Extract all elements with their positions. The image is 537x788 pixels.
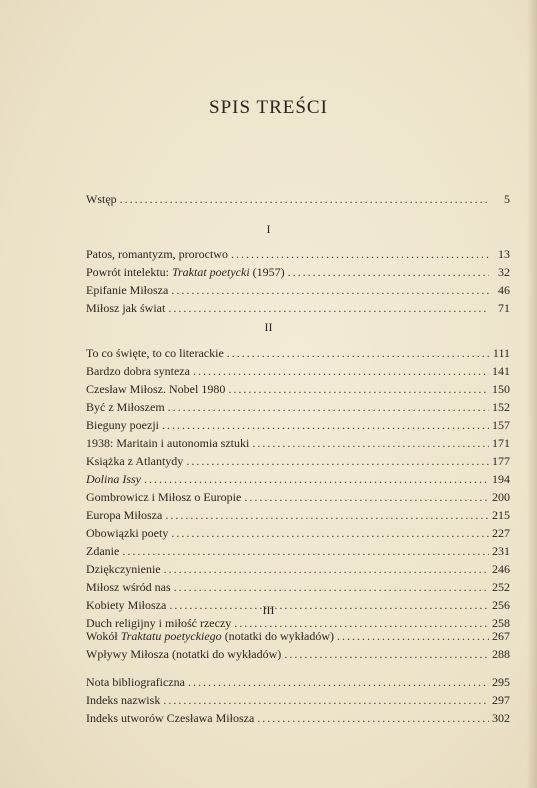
toc-intro bbox=[86, 190, 510, 208]
entry-title: Czesław Miłosz. Nobel 1980 bbox=[86, 382, 226, 396]
dot-leader bbox=[168, 299, 489, 317]
dot-leader bbox=[122, 542, 489, 560]
entry-page: 252 bbox=[492, 580, 510, 594]
toc-entry bbox=[86, 434, 510, 452]
entry-page: 295 bbox=[492, 675, 510, 689]
entry-title: Europa Miłosza bbox=[86, 508, 163, 522]
entry-page: 71 bbox=[498, 301, 510, 315]
entry-page: 5 bbox=[504, 192, 510, 206]
toc-entry bbox=[86, 578, 510, 596]
dot-leader bbox=[168, 398, 489, 416]
toc-entry bbox=[86, 627, 510, 645]
toc-entry bbox=[86, 416, 510, 434]
entry-page: 297 bbox=[492, 693, 510, 707]
entry-page: 141 bbox=[492, 364, 510, 378]
entry-page: 194 bbox=[492, 472, 510, 486]
toc-part-2 bbox=[86, 344, 510, 632]
entry-page: 256 bbox=[492, 598, 510, 612]
entry-page: 13 bbox=[498, 247, 510, 261]
entry-page: 246 bbox=[492, 562, 510, 576]
toc-entry bbox=[86, 263, 510, 281]
toc-entry bbox=[86, 190, 510, 208]
entry-title: Obowiązki poety bbox=[86, 526, 169, 540]
dot-leader bbox=[231, 245, 489, 263]
entry-title: To co święte, to co literackie bbox=[86, 346, 224, 360]
dot-leader bbox=[257, 709, 489, 727]
page-title: SPIS TREŚCI bbox=[209, 97, 328, 118]
dot-leader bbox=[144, 470, 489, 488]
entry-page: 157 bbox=[492, 418, 510, 432]
entry-page: 288 bbox=[492, 647, 510, 661]
toc-part-3 bbox=[86, 627, 510, 663]
toc-entry bbox=[86, 524, 510, 542]
entry-page: 267 bbox=[492, 629, 510, 643]
dot-leader bbox=[162, 416, 489, 434]
entry-page: 171 bbox=[492, 436, 510, 450]
dot-leader bbox=[186, 452, 489, 470]
entry-title: Indeks nazwisk bbox=[86, 693, 161, 707]
section-label-3: III bbox=[262, 603, 275, 617]
dot-leader bbox=[337, 627, 489, 645]
entry-title: Gombrowicz i Miłosz o Europie bbox=[86, 490, 242, 504]
toc-entry bbox=[86, 470, 510, 488]
entry-title: 1938: Maritain i autonomia sztuki bbox=[86, 436, 250, 450]
entry-page: 258 bbox=[492, 616, 510, 630]
dot-leader bbox=[171, 524, 489, 542]
toc-entry bbox=[86, 506, 510, 524]
toc-entry bbox=[86, 299, 510, 317]
entry-page: 32 bbox=[498, 265, 510, 279]
entry-title: Indeks utworów Czesława Miłosza bbox=[86, 711, 255, 725]
entry-title: Miłosz wśród nas bbox=[86, 580, 171, 594]
toc-part-1 bbox=[86, 245, 510, 317]
entry-page: 111 bbox=[492, 346, 510, 360]
entry-page: 231 bbox=[492, 544, 510, 558]
toc-entry bbox=[86, 560, 510, 578]
entry-title: Epifanie Miłosza bbox=[86, 283, 169, 297]
dot-leader bbox=[163, 691, 489, 709]
dot-leader bbox=[252, 434, 489, 452]
entry-title: Dolina Issy bbox=[86, 472, 141, 486]
entry-title: Miłosz jak świat bbox=[86, 301, 166, 315]
entry-title: Powrót intelektu: Traktat poetycki (1957) bbox=[86, 265, 285, 279]
entry-title: Bieguny poezji bbox=[86, 418, 159, 432]
dot-leader bbox=[228, 380, 489, 398]
toc-entry bbox=[86, 542, 510, 560]
entry-title: Dziękczynienie bbox=[86, 562, 161, 576]
toc-entry bbox=[86, 362, 510, 380]
entry-title: Wpływy Miłosza (notatki do wykładów) bbox=[86, 647, 282, 661]
entry-title: Być z Miłoszem bbox=[86, 400, 165, 414]
dot-leader bbox=[165, 506, 489, 524]
entry-title: Duch religijny i miłość rzeczy bbox=[86, 616, 232, 630]
entry-title: Patos, romantyzm, proroctwo bbox=[86, 247, 228, 261]
entry-title: Książka z Atlantydy bbox=[86, 454, 184, 468]
entry-page: 200 bbox=[492, 490, 510, 504]
dot-leader bbox=[193, 362, 489, 380]
entry-page: 177 bbox=[492, 454, 510, 468]
dot-leader bbox=[174, 578, 489, 596]
entry-title: Bardzo dobra synteza bbox=[86, 364, 190, 378]
dot-leader bbox=[120, 190, 489, 208]
dot-leader bbox=[188, 673, 489, 691]
toc-entry bbox=[86, 245, 510, 263]
toc-entry bbox=[86, 645, 510, 663]
toc-entry bbox=[86, 344, 510, 362]
entry-title: Wokół Traktatu poetyckiego (notatki do wykładów) bbox=[86, 629, 334, 643]
dot-leader bbox=[244, 488, 489, 506]
dot-leader bbox=[164, 560, 489, 578]
entry-page: 46 bbox=[498, 283, 510, 297]
toc-entry bbox=[86, 691, 510, 709]
toc-entry bbox=[86, 398, 510, 416]
entry-title: Zdanie bbox=[86, 544, 120, 558]
toc-entry bbox=[86, 709, 510, 727]
entry-title: Wstęp bbox=[86, 192, 117, 206]
dot-leader bbox=[171, 281, 489, 299]
toc-appendix bbox=[86, 673, 510, 727]
entry-page: 302 bbox=[492, 711, 510, 725]
dot-leader bbox=[227, 344, 489, 362]
toc-entry bbox=[86, 452, 510, 470]
dot-leader bbox=[288, 263, 489, 281]
dot-leader bbox=[284, 645, 489, 663]
entry-title: Kobiety Miłosza bbox=[86, 598, 167, 612]
entry-page: 152 bbox=[492, 400, 510, 414]
toc-entry bbox=[86, 673, 510, 691]
entry-title: Nota bibliograficzna bbox=[86, 675, 185, 689]
entry-page: 227 bbox=[492, 526, 510, 540]
toc-entry bbox=[86, 488, 510, 506]
entry-page: 215 bbox=[492, 508, 510, 522]
toc-entry bbox=[86, 380, 510, 398]
entry-page: 150 bbox=[492, 382, 510, 396]
toc-entry bbox=[86, 281, 510, 299]
section-label-1: I bbox=[266, 222, 271, 236]
section-label-2: II bbox=[264, 320, 273, 334]
